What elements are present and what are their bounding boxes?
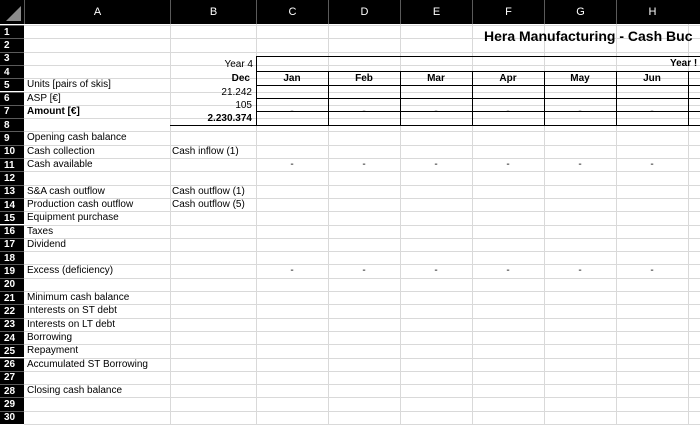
dash-cell-r11[interactable]: - <box>362 159 366 170</box>
month-header-jan: Jan <box>283 73 301 84</box>
column-header-d[interactable]: D <box>328 0 400 24</box>
dash-cell-r19[interactable]: - <box>434 265 438 277</box>
month-header-feb: Feb <box>355 73 373 84</box>
grid-hline <box>24 318 700 319</box>
grid-hline <box>24 225 700 226</box>
row-header-20[interactable]: 20 <box>0 278 24 291</box>
grid-hline <box>24 92 700 93</box>
row-header-4[interactable]: 4 <box>0 65 24 78</box>
dash-cell-r7[interactable]: - <box>506 105 510 117</box>
months-box-top <box>256 56 700 57</box>
row-header-9[interactable]: 9 <box>0 131 24 144</box>
grid-hline <box>24 65 700 66</box>
row-header-14[interactable]: 14 <box>0 198 24 211</box>
row-label-19[interactable]: Excess (deficiency) <box>27 265 114 277</box>
grid-hline <box>24 251 700 252</box>
row-label-23[interactable]: Interests on LT debt <box>27 318 116 330</box>
row-header-18[interactable]: 18 <box>0 251 24 264</box>
column-header-f[interactable]: F <box>472 0 544 24</box>
dash-cell-r11[interactable]: - <box>434 159 438 170</box>
amount-underline <box>170 125 256 126</box>
row-label-6[interactable]: ASP [€] <box>27 92 61 104</box>
grid-hline <box>24 211 700 212</box>
row-label-22[interactable]: Interests on ST debt <box>27 305 117 317</box>
month-header-may: May <box>570 73 590 84</box>
dash-cell-r7[interactable]: - <box>290 105 294 117</box>
row-label-25[interactable]: Repayment <box>27 345 79 357</box>
row-label-9[interactable]: Opening cash balance <box>27 132 127 144</box>
b-label-13[interactable]: Cash outflow (1) <box>172 185 245 197</box>
row-header-6[interactable]: 6 <box>0 92 24 105</box>
dash-cell-r19[interactable]: - <box>650 265 654 277</box>
row-header-16[interactable]: 16 <box>0 225 24 238</box>
grid-hline <box>24 371 700 372</box>
b-label-10[interactable]: Cash inflow (1) <box>172 145 239 157</box>
grid-hline <box>24 171 700 172</box>
select-all-triangle-icon <box>0 0 24 24</box>
dash-cell-r19[interactable]: - <box>290 265 294 277</box>
row-header-28[interactable]: 28 <box>0 384 24 397</box>
column-header-g[interactable]: G <box>544 0 616 24</box>
grid-hline <box>24 145 700 146</box>
row-header-19[interactable]: 19 <box>0 264 24 277</box>
row-label-5[interactable]: Units [pairs of skis] <box>27 79 111 91</box>
grid-hline <box>24 384 700 385</box>
row-header-8[interactable]: 8 <box>0 118 24 131</box>
row-header-12[interactable]: 12 <box>0 171 24 184</box>
grid-hline <box>24 118 700 119</box>
grid-hline <box>24 344 700 345</box>
grid-hline <box>24 411 700 412</box>
dash-cell-r7[interactable]: - <box>362 105 366 117</box>
row-label-28[interactable]: Closing cash balance <box>27 385 123 397</box>
dash-cell-r11[interactable]: - <box>578 159 582 170</box>
grid-hline <box>24 304 700 305</box>
month-header-jun: Jun <box>643 73 661 84</box>
row-header-7[interactable]: 7 <box>0 105 24 118</box>
select-all-corner[interactable] <box>0 0 24 24</box>
row-label-16[interactable]: Taxes <box>27 225 54 237</box>
row-header-27[interactable]: 27 <box>0 371 24 384</box>
dash-cell-r11[interactable]: - <box>506 159 510 170</box>
dec-label: Dec <box>231 73 250 84</box>
row-header-24[interactable]: 24 <box>0 331 24 344</box>
row-5-line <box>256 98 700 99</box>
row-label-21[interactable]: Minimum cash balance <box>27 292 130 303</box>
row-label-13[interactable]: S&A cash outflow <box>27 185 105 197</box>
row-header-30[interactable]: 30 <box>0 411 24 424</box>
grid-hline <box>24 278 700 279</box>
dash-cell-r7[interactable]: - <box>650 105 654 117</box>
dash-cell-r11[interactable]: - <box>650 159 654 170</box>
dash-cell-r19[interactable]: - <box>362 265 366 277</box>
row-header-17[interactable]: 17 <box>0 238 24 251</box>
column-header-c[interactable]: C <box>256 0 328 24</box>
row-header-11[interactable]: 11 <box>0 158 24 171</box>
dash-cell-r19[interactable]: - <box>506 265 510 277</box>
row-header-25[interactable]: 25 <box>0 344 24 357</box>
dash-cell-r7[interactable]: - <box>434 105 438 117</box>
month-header-mar: Mar <box>427 73 445 84</box>
months-header-underline <box>256 85 700 86</box>
row-header-26[interactable]: 26 <box>0 358 24 371</box>
row-header-1[interactable]: 1 <box>0 25 24 38</box>
row-header-13[interactable]: 13 <box>0 185 24 198</box>
grid-hline <box>24 52 700 53</box>
row-label-17[interactable]: Dividend <box>27 238 66 250</box>
dash-cell-r19[interactable]: - <box>578 265 582 277</box>
row-label-7[interactable]: Amount [€] <box>27 105 80 117</box>
row-header-22[interactable]: 22 <box>0 304 24 317</box>
row-header-15[interactable]: 15 <box>0 211 24 224</box>
units-value[interactable]: 21.242 <box>221 87 252 98</box>
column-header-e[interactable]: E <box>400 0 472 24</box>
row-label-14[interactable]: Production cash outflow <box>27 198 134 210</box>
grid-hline <box>24 238 700 239</box>
row-label-26[interactable]: Accumulated ST Borrowing <box>27 358 148 370</box>
year-next-header: Year ! <box>670 58 698 69</box>
dash-cell-r7[interactable]: - <box>578 105 582 117</box>
row-header-10[interactable]: 10 <box>0 145 24 158</box>
column-header-b[interactable]: B <box>170 0 256 24</box>
grid-hline <box>24 331 700 332</box>
grid-hline <box>24 397 700 398</box>
year4-label: Year 4 <box>224 59 253 70</box>
dash-cell-r11[interactable]: - <box>290 159 294 170</box>
row-header-29[interactable]: 29 <box>0 397 24 410</box>
row-label-24[interactable]: Borrowing <box>27 331 73 343</box>
amount-value[interactable]: 2.230.374 <box>207 113 252 124</box>
row-header-23[interactable]: 23 <box>0 318 24 331</box>
asp-value[interactable]: 105 <box>235 100 252 111</box>
row-header-5[interactable]: 5 <box>0 78 24 91</box>
column-header-a[interactable]: A <box>24 0 170 24</box>
row-header-2[interactable]: 2 <box>0 38 24 51</box>
row-label-15[interactable]: Equipment purchase <box>27 212 119 224</box>
row-header-3[interactable]: 3 <box>0 52 24 65</box>
row-label-11[interactable]: Cash available <box>27 159 93 170</box>
grid-hline <box>24 185 700 186</box>
b-label-14[interactable]: Cash outflow (5) <box>172 198 245 210</box>
row-header-21[interactable]: 21 <box>0 291 24 304</box>
column-header-h[interactable]: H <box>616 0 688 24</box>
months-box-bottom <box>256 125 700 126</box>
month-header-apr: Apr <box>499 73 517 84</box>
row-label-10[interactable]: Cash collection <box>27 145 95 157</box>
sheet-title: Hera Manufacturing - Cash Buc <box>484 27 693 44</box>
